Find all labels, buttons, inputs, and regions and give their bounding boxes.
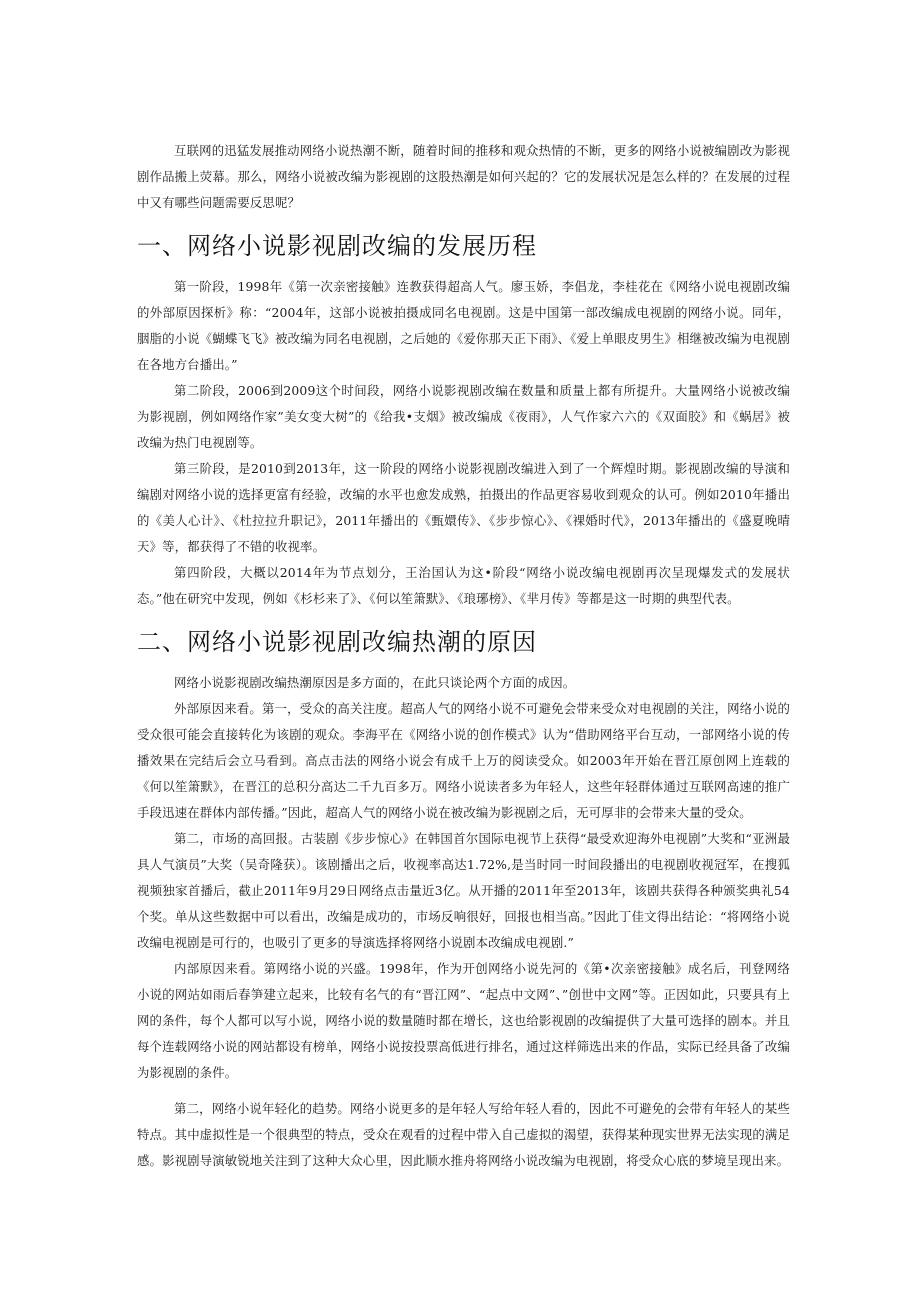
paragraph-stage-4: 第四阶段，大概以2014年为节点划分，王治国认为这•阶段“网络小说改编电视剧再次呈现爆发式的发展状态。”他在研究中发现，例如《杉杉来了》、《何以笙箫默》、《琅琊榜》、《芈月传》等都是这一时期的典型代表。 bbox=[137, 565, 790, 606]
paragraph-stage-1: 第一阶段，1998年《第一次亲密接触》连教获得超高人气。廖玉娇，李倡龙，李桂花在《网络小说电视剧改编的外部原因探析》称：“2004年，这部小说被拍摄成同名电视剧。这是中国第一部改编成电视剧的网络小说。同年，胭脂的小说《蝴蝶飞飞》被改编为同名电视剧，之后她的《爱你那天正下雨》、《爱上单眼皮男生》相继被改编为电视剧在各地方台播出。” bbox=[137, 279, 790, 372]
paragraph-external-market: 第二，市场的高回报。古装剧《步步惊心》在韩国首尔国际电视节上获得“最受欢迎海外电视剧”大奖和“亚洲最具人气演员”大奖（吴奇隆获）。该剧播出之后，收视率高达1.72%,是当时同一时间段播出的电视剧收视冠军，在搜狐视频独家首播后，截止2011年9月29日网络点击量近3亿。从开播的2011年至2013年，该剧共获得各种颁奖典礼54个奖。单从这些数据中可以看出，改编是成功的，市场反响很好，回报也相当高。”因此丁佳文得出结论：“将网络小说改编电视剧是可行的，也吸引了更多的导演选择将网络小说剧本改编成电视剧.” bbox=[137, 831, 790, 950]
paragraph-stage-3: 第三阶段，是2010到2013年，这一阶段的网络小说影视剧改编进入到了一个辉煌时期。影视剧改编的导演和编剧对网络小说的选择更富有经验，改编的水平也愈发成熟，拍摄出的作品更容易收到观众的认可。例如2010年播出的《美人心计》、《杜拉拉升职记》，2011年播出的《甄嬛传》、《步步惊心》、《裸婚时代》，2013年播出的《盛夏晚晴天》等，都获得了不错的收视率。 bbox=[137, 461, 790, 554]
paragraph-reasons-overview: 网络小说影视剧改编热潮原因是多方面的，在此只谈论两个方面的成因。 bbox=[174, 675, 576, 690]
paragraph-internal-prosperity: 内部原因来看。第网络小说的兴盛。1998年，作为开创网络小说先河的《第•次亲密接触》成名后，刊登网络小说的网站如雨后春笋建立起来，比较有名气的有“晋江网”、“起点中文网”、”创世中文网”等。正因如此，只要具有上网的条件，每个人都可以写小说，网络小说的数量随时都在增长，这也给影视剧的改编提供了大量可选择的剧本。并且每个连载网络小说的网站都设有榜单，网络小说按投票高低进行排名，通过这样筛选出来的作品，实际已经具备了改编为影视剧的条件。 bbox=[137, 961, 790, 1080]
paragraph-stage-2: 第二阶段，2006到2009这个时间段，网络小说影视剧改编在数量和质量上都有所提升。大量网络小说被改编为影视剧，例如网络作家”美女变大树”的《给我•支烟》被改编成《夜雨》，人气作家六六的《双面胶》和《蜗居》被改编为热门电视剧等。 bbox=[137, 383, 790, 450]
intro-paragraph: 互联网的迅猛发展推动网络小说热潮不断，随着时间的推移和观众热情的不断，更多的网络小说被编剧改为影视剧作品搬上荧幕。那么，网络小说被改编为影视剧的这股热潮是如何兴起的？它的发展状况是怎么样的？在发展的过程中又有哪些问题需要反思呢？ bbox=[137, 143, 790, 210]
section-heading-development: 一、网络小说影视剧改编的发展历程 bbox=[137, 232, 537, 260]
paragraph-external-audience: 外部原因来看。第一，受众的高关注度。超高人气的网络小说不可避免会带来受众对电视剧的关注，网络小说的受众很可能会直接转化为该剧的观众。李海平在《网络小说的创作模式》认为“借助网络平台互动，一部网络小说的传播效果在完结后会立马看到。高点击法的网络小说会有成千上万的阅读受众。如2003年开始在晋江原创网上连载的《何以笙箫默》，在晋江的总积分高达二千九百多万。网络小说读者多为年轻人，这些年轻群体通过互联网高速的推广手段迅速在群体内部传播。”因此，超高人气的网络小说在被改编为影视剧之后，无可厚非的会带来大量的受众。 bbox=[137, 701, 790, 820]
section-heading-reasons: 二、网络小说影视剧改编热潮的原因 bbox=[137, 628, 537, 656]
paragraph-internal-youth: 第二，网络小说年轻化的趋势。网络小说更多的是年轻人写给年轻人看的，因此不可避免的会带有年轻人的某些特点。其中虚拟性是一个很典型的特点，受众在观看的过程中带入自己虚拟的渴望，获得某种现实世界无法实现的满足感。影视剧导演敏锐地关注到了这种大众心里，因此顺水推舟将网络小说改编为电视剧，将受众心底的梦境呈现出来。 bbox=[137, 1101, 790, 1168]
